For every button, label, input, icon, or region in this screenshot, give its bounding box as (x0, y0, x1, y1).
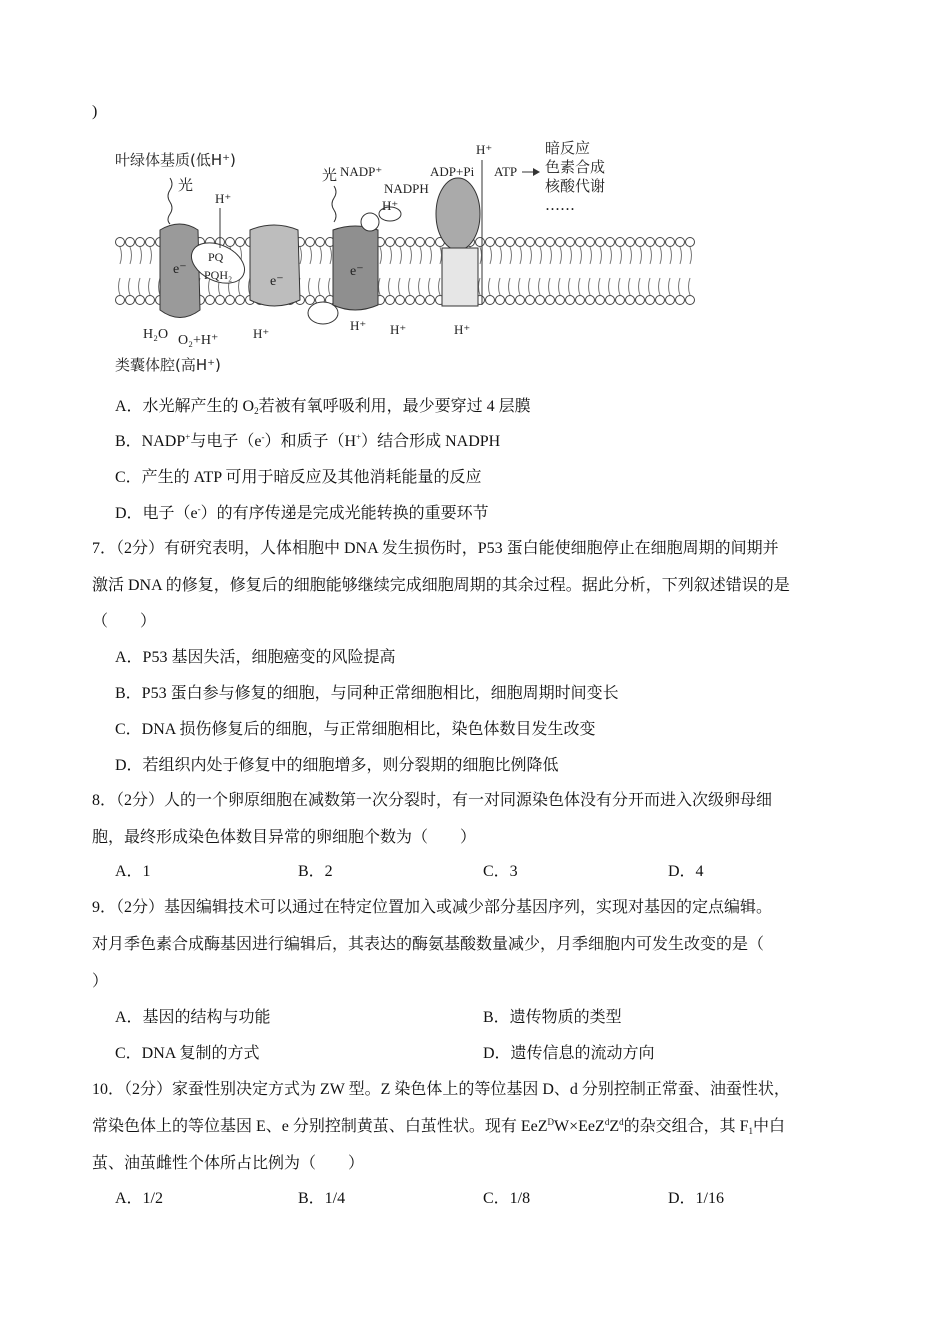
text-segment: 与电子（e (190, 433, 262, 450)
text-segment: A．水光解产生的 O (115, 398, 255, 415)
text-segment: D (547, 1117, 555, 1127)
lipid-head (136, 296, 145, 305)
light-arrow-icon (168, 178, 172, 224)
q8-stem: 胞，最终形成染色体数目异常的卵细胞个数为（ ） (92, 829, 477, 846)
lipid-tail (529, 247, 532, 295)
lipid-head (546, 238, 555, 247)
stroma-label: 叶绿体基质(低H⁺) (115, 151, 236, 169)
pq-label: PQ (208, 250, 224, 264)
lipid-tail (309, 247, 312, 295)
lipid-tail (659, 247, 662, 295)
lipid-head (536, 238, 545, 247)
lipid-tail (429, 247, 432, 295)
text-segment: d (604, 1117, 610, 1127)
q10-option-c: C．1/8 (483, 1190, 531, 1207)
lipid-tail (689, 247, 692, 295)
lipid-tail (669, 247, 672, 295)
lipid-tail (549, 247, 552, 295)
text-segment: Z (609, 1118, 620, 1135)
light-arrow-icon (332, 186, 336, 222)
lipid-head (546, 296, 555, 305)
lipid-head (386, 296, 395, 305)
h-plus-label: H⁺ (382, 198, 399, 213)
use-label: 暗反应 (545, 139, 591, 157)
electron-label: e⁻ (173, 262, 187, 277)
lipid-head (576, 296, 585, 305)
atp-label: ATP (494, 164, 518, 179)
lipid-head (616, 238, 625, 247)
text-segment: - (261, 432, 265, 442)
q7-stem: 激活 DNA 的修复，修复后的细胞能够继续完成细胞周期的其余过程。据此分析，下列叙述错误的是 (92, 577, 790, 594)
lipid-head (116, 296, 125, 305)
lipid-head (656, 238, 665, 247)
q10-stem (92, 1117, 785, 1137)
photosystem-ii (160, 224, 200, 318)
text-segment: ）结合形成 NADPH (361, 433, 501, 450)
lipid-tail (129, 247, 132, 295)
lipid-tail (629, 247, 632, 295)
lipid-head (486, 296, 495, 305)
text-segment: D．电子（e (115, 505, 198, 522)
q6-stem-tail (92, 102, 97, 122)
lipid-tail (319, 247, 322, 295)
lipid-head (426, 238, 435, 247)
lipid-tail (619, 247, 622, 295)
q8-option-d: D．4 (668, 863, 704, 880)
thylakoid-membrane-diagram (90, 130, 720, 380)
use-label: 色素合成 (545, 158, 606, 176)
lipid-tail (409, 247, 412, 295)
lipid-head (556, 238, 565, 247)
lipid-tail (679, 247, 682, 295)
q6-option-d (115, 504, 489, 524)
lipid-head (656, 296, 665, 305)
text-segment: d (619, 1117, 624, 1127)
lumen-label: 类囊体腔(高H⁺) (115, 356, 221, 374)
lipid-head (526, 296, 535, 305)
lipid-head (666, 238, 675, 247)
h-plus-label: H⁺ (215, 191, 232, 206)
text-segment: 2 (254, 406, 259, 416)
lipid-head (226, 238, 235, 247)
q9-stem: 对月季色素合成酶基因进行编辑后，其表达的酶氨基酸数量减少，月季细胞内可发生改变的是（ (92, 936, 765, 953)
lipid-head (416, 238, 425, 247)
lipid-head (536, 296, 545, 305)
light-label: 光 (322, 166, 338, 184)
lipid-tail (389, 247, 392, 295)
lipid-tail (379, 247, 382, 295)
lipid-tail (539, 247, 542, 295)
lipid-tail (599, 247, 602, 295)
q10-option-d: D．1/16 (668, 1190, 725, 1207)
lipid-head (636, 238, 645, 247)
lipid-head (606, 296, 615, 305)
lipid-head (306, 238, 315, 247)
text-segment: C．产生的 ATP 可用于暗反应及其他消耗能量的反应 (115, 469, 482, 486)
lipid-head (146, 238, 155, 247)
text-segment: ）的有序传递是完成光能转换的重要环节 (200, 505, 489, 522)
adp-pi-label: ADP+Pi (430, 164, 475, 179)
lipid-tail (639, 247, 642, 295)
lipid-tail (419, 247, 422, 295)
text-segment: 的杂交组合，其 F (623, 1118, 749, 1135)
q10-option-b: B．1/4 (298, 1190, 346, 1207)
q7-option-a: A．P53 基因失活，细胞癌变的风险提高 (115, 649, 396, 666)
h-plus-label: H⁺ (390, 322, 407, 337)
lipid-head (146, 296, 155, 305)
q8-option-c: C．3 (483, 863, 518, 880)
lipid-head (216, 296, 225, 305)
lipid-tail (499, 247, 502, 295)
lipid-head (236, 296, 245, 305)
lipid-tail (329, 247, 332, 295)
q9-option-b: B．遗传物质的类型 (483, 1009, 622, 1026)
lipid-head (236, 238, 245, 247)
lipid-tail (439, 247, 442, 295)
text-segment: B．NADP (115, 433, 186, 450)
lipid-head (556, 296, 565, 305)
light-label: 光 (178, 176, 194, 194)
q8-stem: 8．（2分）人的一个卵原细胞在减数第一次分裂时，有一对同源染色体没有分开而进入次级卵母细 (92, 792, 773, 809)
lipid-head (506, 238, 515, 247)
text-segment: ）和质子（H (264, 433, 356, 450)
q9-stem: ） (92, 973, 109, 990)
q9-option-d: D．遗传信息的流动方向 (483, 1045, 655, 1062)
q9-option-c: C．DNA 复制的方式 (115, 1045, 260, 1062)
lipid-tail (589, 247, 592, 295)
h-plus-label: H⁺ (476, 142, 493, 157)
h-plus-label: H⁺ (350, 318, 367, 333)
lipid-tail (119, 247, 122, 295)
lipid-tail (399, 247, 402, 295)
lipid-head (386, 238, 395, 247)
lipid-head (406, 238, 415, 247)
nadph-label: NADPH (384, 181, 429, 196)
lipid-tail (519, 247, 522, 295)
lipid-tail (559, 247, 562, 295)
text-segment: 常染色体上的等位基因 E、e 分别控制黄茧、白茧性状。现有 EeZ (92, 1118, 548, 1135)
lipid-tail (479, 247, 482, 295)
lipid-head (686, 296, 695, 305)
text-segment: 茧、油茧雌性个体所占比例为（ ） (92, 1155, 365, 1172)
lipid-head (316, 238, 325, 247)
text-segment: ) (92, 103, 98, 120)
text-segment: 10．（2分）家蚕性别决定方式为 ZW 型。Z 染色体上的等位基因 D、d 分别控制正常蚕、油蚕性状， (92, 1081, 790, 1098)
lipid-head (516, 296, 525, 305)
q6-option-b (115, 432, 500, 452)
text-segment: 中白 (753, 1118, 786, 1135)
lipid-head (406, 296, 415, 305)
lipid-head (396, 238, 405, 247)
lipid-head (516, 238, 525, 247)
lipid-head (566, 238, 575, 247)
lipid-head (396, 296, 405, 305)
lipid-head (136, 238, 145, 247)
lipid-head (606, 238, 615, 247)
q9-stem: 9．（2分）基因编辑技术可以通过在特定位置加入或减少部分基因序列，实现对基因的定点编辑。 (92, 899, 773, 916)
q8-option-a: A．1 (115, 863, 151, 880)
lipid-tail (489, 247, 492, 295)
q7-stem: 7．（2分）有研究表明，人体相胞中 DNA 发生损伤时，P53 蛋白能使细胞停止在细胞周期的间期并 (92, 540, 779, 557)
use-label: …… (545, 196, 575, 214)
lipid-head (496, 296, 505, 305)
lipid-head (586, 296, 595, 305)
lipid-tail (139, 247, 142, 295)
lipid-head (626, 238, 635, 247)
lipid-head (126, 296, 135, 305)
text-segment: + (356, 432, 362, 442)
lipid-head (686, 238, 695, 247)
lipid-tail (609, 247, 612, 295)
electron-label: e⁻ (350, 264, 364, 279)
lipid-head (416, 296, 425, 305)
q10-stem (92, 1080, 790, 1100)
lipid-head (496, 238, 505, 247)
q7-option-c: C．DNA 损伤修复后的细胞，与正常细胞相比，染色体数目发生改变 (115, 721, 596, 738)
lipid-head (226, 296, 235, 305)
q6-option-a (115, 397, 531, 417)
atp-synthase (436, 160, 482, 306)
pqh2-label: PQH₂ (204, 268, 233, 282)
lipid-head (596, 238, 605, 247)
cytochrome-b6f (250, 225, 338, 324)
text-segment: + (185, 432, 191, 442)
q9-option-a: A．基因的结构与功能 (115, 1009, 271, 1026)
q7-option-b: B．P53 蛋白参与修复的细胞，与同种正常细胞相比，细胞周期时间变长 (115, 685, 619, 702)
lipid-head (626, 296, 635, 305)
lipid-tail (509, 247, 512, 295)
q8-option-b: B．2 (298, 863, 333, 880)
q10-option-a: A．1/2 (115, 1190, 164, 1207)
use-label: 核酸代谢 (545, 177, 606, 195)
lipid-head (476, 238, 485, 247)
lipid-head (126, 238, 135, 247)
text-segment: 1 (748, 1126, 753, 1136)
q6-option-c (115, 468, 482, 488)
lipid-head (206, 296, 215, 305)
lipid-head (666, 296, 675, 305)
lipid-head (586, 238, 595, 247)
lipid-tail (579, 247, 582, 295)
text-segment: 若被有氧呼吸利用，最少要穿过 4 层膜 (258, 398, 531, 415)
h-plus-label: H⁺ (253, 326, 270, 341)
lipid-head (506, 296, 515, 305)
text-segment: W×EeZ (554, 1118, 605, 1135)
nadp-label: NADP⁺ (340, 164, 383, 179)
lipid-head (576, 238, 585, 247)
lipid-tail (149, 247, 152, 295)
lipid-head (486, 238, 495, 247)
lipid-head (676, 238, 685, 247)
electron-label: e⁻ (270, 274, 284, 289)
lipid-head (596, 296, 605, 305)
lipid-head (646, 296, 655, 305)
lipid-head (616, 296, 625, 305)
q10-stem (92, 1154, 364, 1174)
lipid-head (646, 238, 655, 247)
lipid-head (676, 296, 685, 305)
lipid-head (426, 296, 435, 305)
lipid-tail (649, 247, 652, 295)
lipid-tail (569, 247, 572, 295)
lipid-head (566, 296, 575, 305)
lipid-head (526, 238, 535, 247)
lipid-head (116, 238, 125, 247)
lipid-head (636, 296, 645, 305)
lipid-head (306, 296, 315, 305)
text-segment: - (197, 504, 201, 514)
h-plus-label: H⁺ (454, 322, 471, 337)
h2o-label: H₂O (143, 327, 169, 342)
q7-stem: （ ） (92, 613, 157, 630)
q7-option-d: D．若组织内处于修复中的细胞增多，则分裂期的细胞比例降低 (115, 757, 559, 774)
o2-h-label: O₂+H⁺ (178, 333, 219, 348)
